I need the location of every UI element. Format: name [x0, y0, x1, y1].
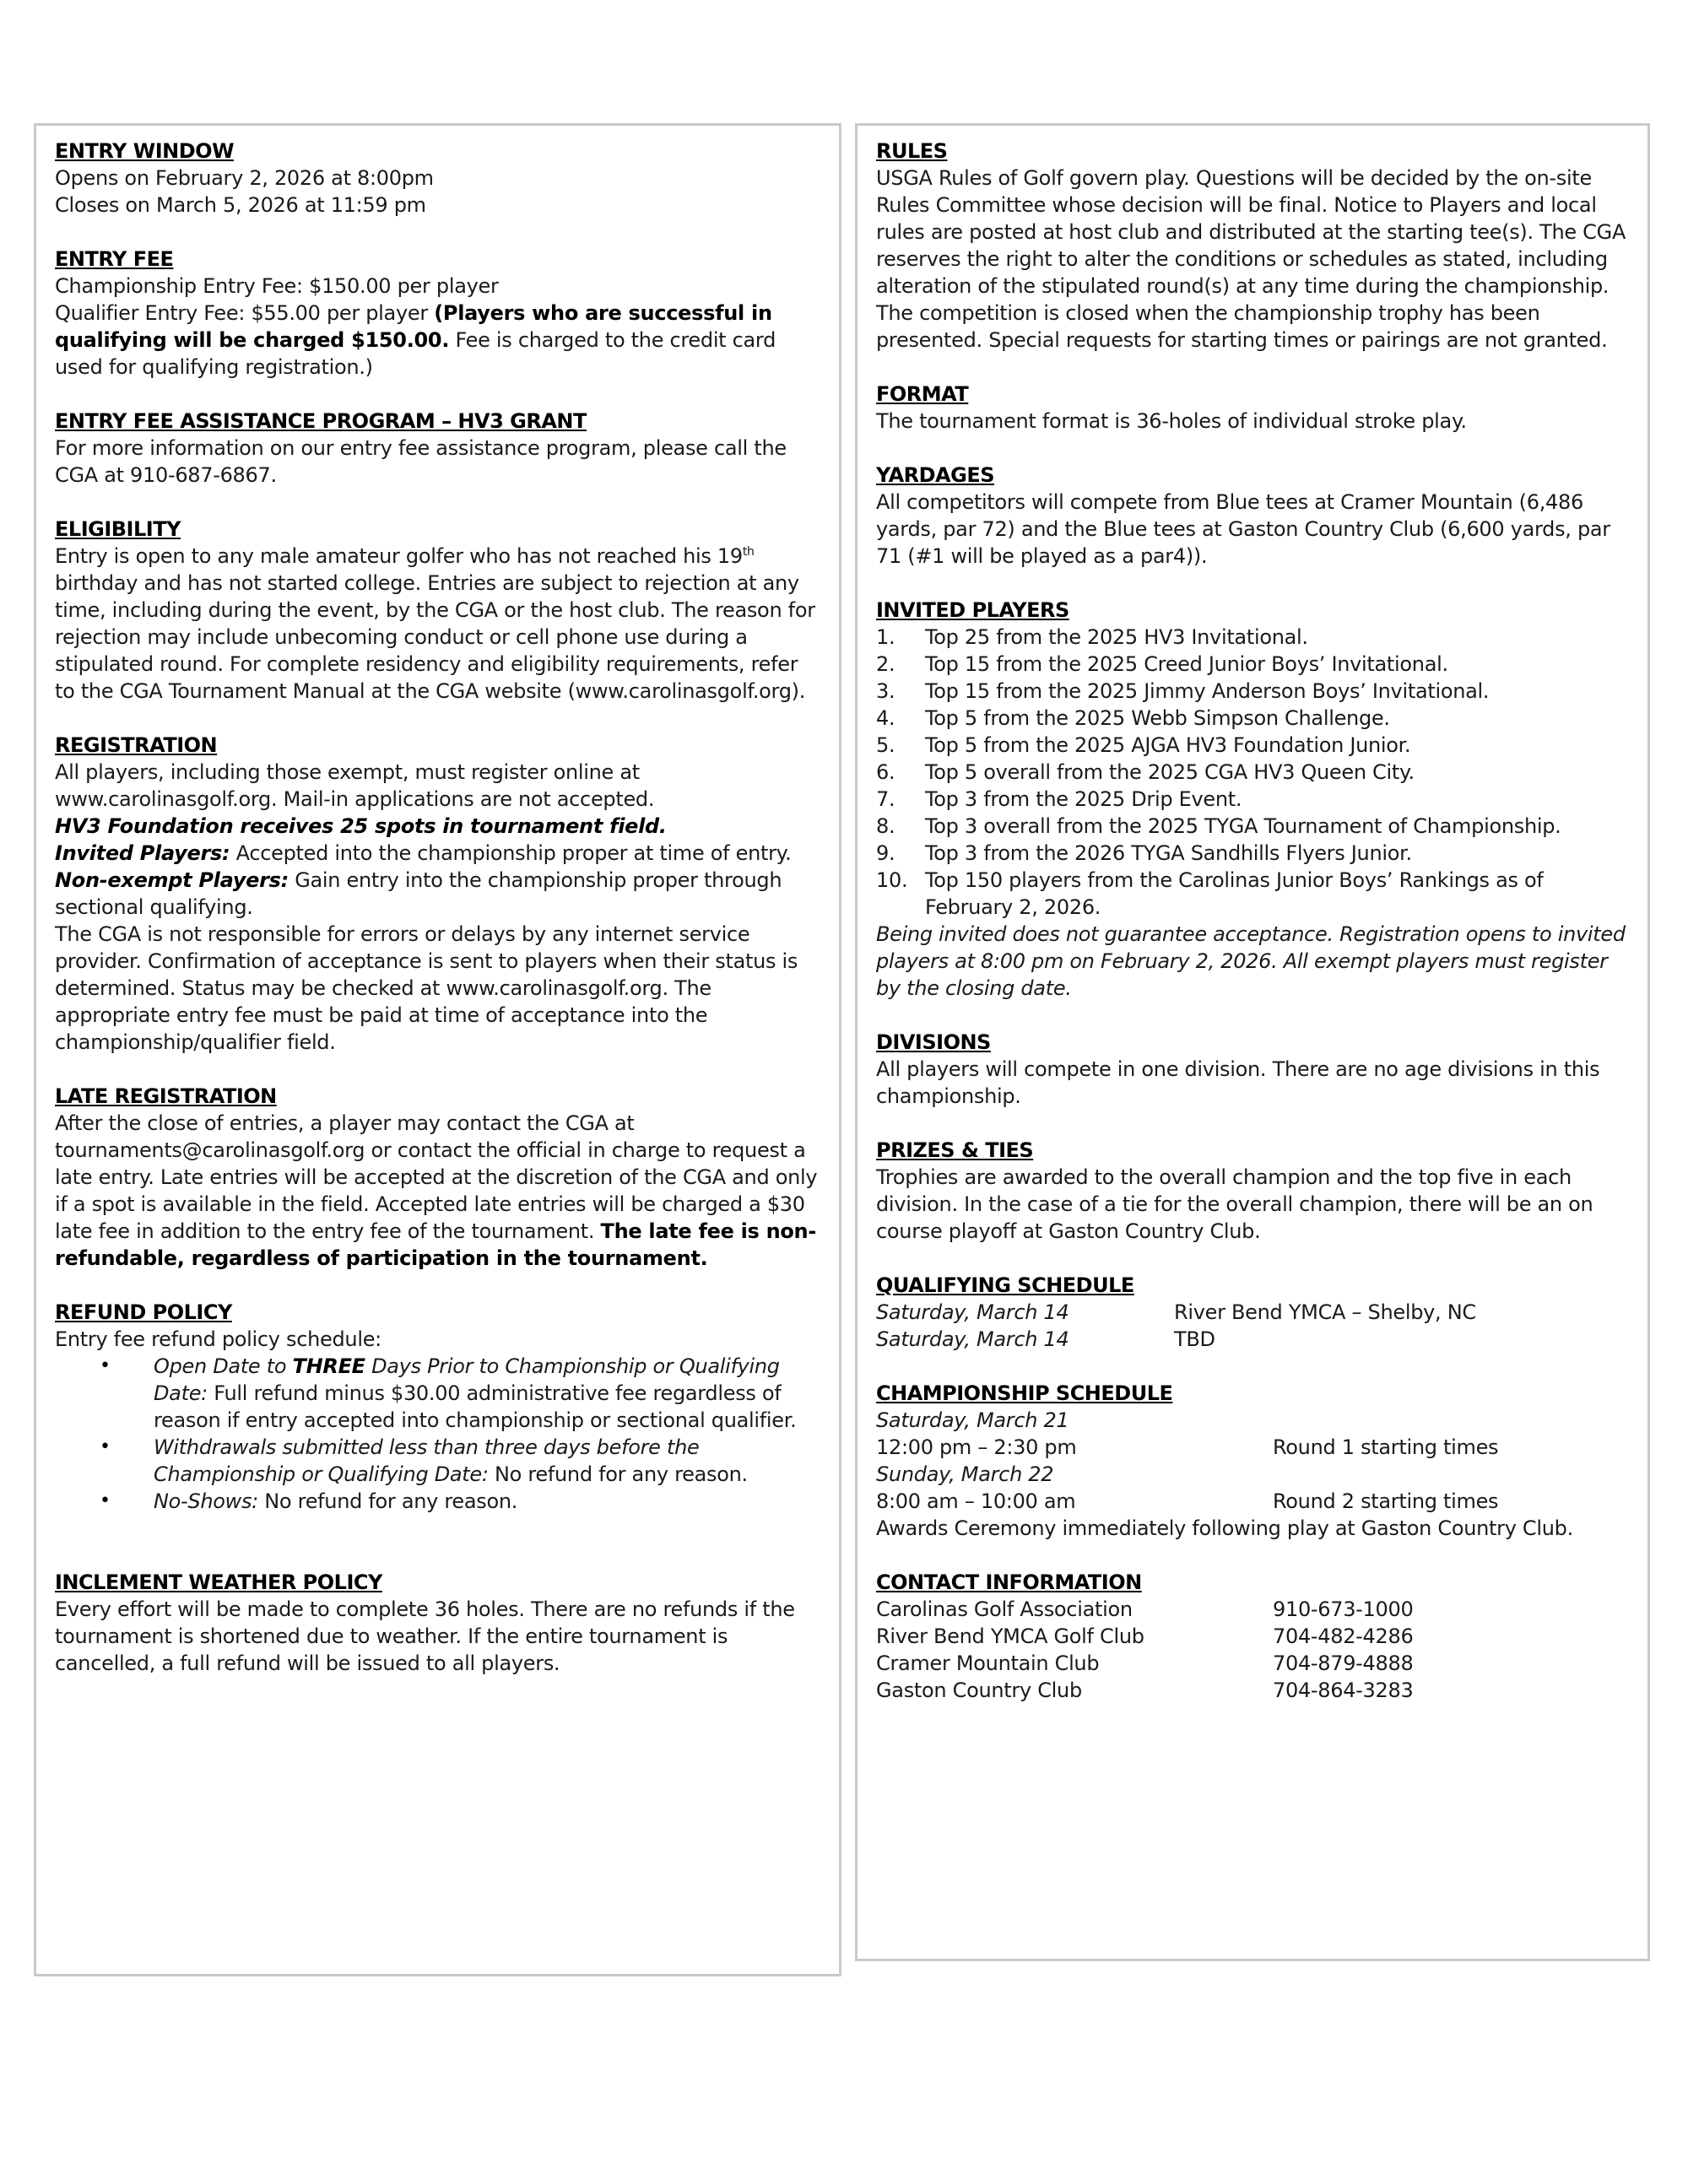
- item-text: Top 5 from the 2025 AJGA HV3 Foundation Junior.: [925, 733, 1411, 757]
- rules-text: USGA Rules of Golf govern play. Questions will be decided by the on-site Rules Committee whose decision will be final. Notice to Players and local rules are posted at host club and distributed at the starting tee(s). The CGA reserves the right to alter the conditions or schedules as stated, including alteration of the stipulated round(s) at any time during the championship. The competition is closed when the championship trophy has been presented. Special requests for starting times or pairings are not granted.: [876, 166, 1626, 352]
- item-number: 7.: [876, 787, 895, 811]
- registration-p1: All players, including those exempt, must register online at www.carolinasgolf.org. Mail-in applications are not accepted.: [55, 760, 655, 811]
- list-item: [876, 624, 1629, 651]
- item-text: Top 3 from the 2025 Drip Event.: [925, 787, 1242, 811]
- refund-b2-text: No refund for any reason.: [488, 1462, 748, 1486]
- weather-section: [55, 1569, 820, 1677]
- item-text: Top 25 from the 2025 HV3 Invitational.: [925, 625, 1308, 649]
- championship-fee: Championship Entry Fee: $150.00 per player: [55, 274, 499, 298]
- item-text: Top 5 from the 2025 Webb Simpson Challenge.: [925, 706, 1390, 730]
- contact-phone: 704-482-4286: [1273, 1624, 1414, 1648]
- rules-heading: RULES: [876, 139, 948, 163]
- refund-b1-three: THREE: [292, 1354, 365, 1378]
- invited-players-text: Accepted into the championship proper at time of entry.: [230, 841, 792, 865]
- item-number: 8.: [876, 814, 895, 838]
- contact-name: Carolinas Golf Association: [876, 1597, 1133, 1621]
- divisions-text: All players will compete in one division. There are no age divisions in this championship.: [876, 1057, 1600, 1108]
- registration-section: [55, 732, 820, 1056]
- table-row: [876, 1488, 1629, 1515]
- item-number: 2.: [876, 652, 895, 676]
- eligibility-section: [55, 516, 820, 705]
- championship-day1-time: 12:00 pm – 2:30 pm: [876, 1435, 1077, 1459]
- late-fee-bold: The late fee is non-refundable, regardless of participation in the tournament.: [55, 1219, 817, 1270]
- championship-heading: CHAMPIONSHIP SCHEDULE: [876, 1381, 1173, 1405]
- invited-list: [876, 624, 1629, 921]
- item-text: Top 15 from the 2025 Jimmy Anderson Boys’ Invitational.: [925, 679, 1490, 703]
- eligibility-text-a: Entry is open to any male amateur golfer who has not reached his 19: [55, 544, 743, 568]
- eligibility-heading: ELIGIBILITY: [55, 517, 181, 541]
- item-number: 6.: [876, 760, 895, 784]
- qualifier-fee-tail: Fee is charged to the credit card used for qualifying registration.): [55, 328, 776, 379]
- late-registration-body: After the close of entries, a player may contact the CGA at tournaments@carolinasgolf.org or contact the official in charge to request a late entry. Late entries will be accepted at the discretion of the CGA and only if a spot is available in the field. Accepted late entries will be charged a $30 late fee in addition to the entry fee of the tournament.: [55, 1111, 818, 1243]
- qualifier-fee-bold: (Players who are successful in qualifying will be charged $150.00.: [55, 301, 772, 352]
- yardages-section: [876, 462, 1629, 570]
- item-number: 5.: [876, 733, 895, 757]
- left-column: [34, 123, 841, 1976]
- table-row: [876, 1434, 1629, 1461]
- contact-phone: 910-673-1000: [1273, 1597, 1414, 1621]
- invited-section: [876, 597, 1629, 1002]
- invited-heading: INVITED PLAYERS: [876, 598, 1069, 622]
- championship-day1: Saturday, March 21: [876, 1408, 1069, 1432]
- qualifying-site: River Bend YMCA – Shelby, NC: [1174, 1300, 1476, 1324]
- item-number: 10.: [876, 868, 908, 892]
- championship-day2-time: 8:00 am – 10:00 am: [876, 1489, 1076, 1513]
- qualifier-fee-lead: Qualifier Entry Fee: $55.00 per player: [55, 301, 435, 325]
- item-text: Top 3 overall from the 2025 TYGA Tournament of Championship.: [925, 814, 1561, 838]
- assistance-text: For more information on our entry fee assistance program, please call the CGA at 910-687-6867.: [55, 436, 787, 487]
- entry-window-section: [55, 138, 820, 219]
- refund-section: [55, 1299, 820, 1515]
- nonexempt-players-text: Gain entry into the championship proper through sectional qualifying.: [55, 868, 782, 919]
- championship-day2-event: Round 2 starting times: [1273, 1489, 1499, 1513]
- list-item: [876, 732, 1629, 759]
- eligibility-text-b: birthday and has not started college. Entries are subject to rejection at any time, including during the event, by the CGA or the host club. The reason for rejection may include unbecoming conduct or cell phone use during a stipulated round. For complete residency and eligibility requirements, refer to the CGA Tournament Manual at the CGA website (www.carolinasgolf.org).: [55, 571, 815, 703]
- qualifying-site: TBD: [1174, 1327, 1215, 1351]
- registration-heading: REGISTRATION: [55, 733, 218, 757]
- refund-intro: Entry fee refund policy schedule:: [55, 1327, 381, 1351]
- divisions-section: [876, 1029, 1629, 1110]
- weather-heading: INCLEMENT WEATHER POLICY: [55, 1570, 382, 1594]
- refund-b3-text: No refund for any reason.: [257, 1489, 518, 1513]
- refund-b3-italic: No-Shows:: [154, 1489, 258, 1513]
- right-column: [855, 123, 1650, 1961]
- qualifying-heading: QUALIFYING SCHEDULE: [876, 1273, 1134, 1297]
- championship-section: [876, 1380, 1629, 1542]
- list-item: [876, 867, 1629, 921]
- championship-day2: Sunday, March 22: [876, 1462, 1054, 1486]
- table-row: [876, 1623, 1629, 1650]
- refund-heading: REFUND POLICY: [55, 1300, 232, 1324]
- contact-section: [876, 1569, 1629, 1704]
- qualifying-section: [876, 1272, 1629, 1353]
- table-row: [876, 1596, 1629, 1623]
- bullet-icon: •: [100, 1490, 111, 1511]
- item-text: Top 15 from the 2025 Creed Junior Boys’ Invitational.: [925, 652, 1448, 676]
- item-number: 3.: [876, 679, 895, 703]
- entry-fee-heading: ENTRY FEE: [55, 247, 174, 271]
- nonexempt-players-note: [55, 867, 820, 921]
- item-text: Top 5 overall from the 2025 CGA HV3 Queen City.: [925, 760, 1415, 784]
- qualifier-fee: [55, 300, 820, 381]
- registration-p2: The CGA is not responsible for errors or delays by any internet service provider. Confirmation of acceptance is sent to players when their status is determined. Status may be checked at www.carolinasgolf.org. The appropriate entry fee must be paid at time of acceptance into the championship/qualifier field.: [55, 922, 798, 1054]
- entry-window-close: Closes on March 5, 2026 at 11:59 pm: [55, 193, 426, 217]
- list-item: [100, 1434, 820, 1488]
- championship-day1-event: Round 1 starting times: [1273, 1435, 1499, 1459]
- qualifying-date: Saturday, March 14: [876, 1300, 1069, 1324]
- format-section: [876, 381, 1629, 435]
- list-item: [876, 786, 1629, 813]
- item-text: Top 3 from the 2026 TYGA Sandhills Flyers Junior.: [925, 841, 1412, 865]
- contact-heading: CONTACT INFORMATION: [876, 1570, 1142, 1594]
- nonexempt-players-label: Non-exempt Players:: [55, 868, 289, 892]
- invited-players-label: Invited Players:: [55, 841, 230, 865]
- item-number: 9.: [876, 841, 895, 865]
- awards-text: Awards Ceremony immediately following play at Gaston Country Club.: [876, 1516, 1573, 1540]
- contact-phone: 704-864-3283: [1273, 1679, 1414, 1702]
- list-item: [876, 678, 1629, 705]
- list-item: [100, 1488, 820, 1515]
- format-text: The tournament format is 36-holes of individual stroke play.: [876, 409, 1467, 433]
- table-row: [876, 1299, 1629, 1326]
- item-number: 1.: [876, 625, 895, 649]
- contact-name: Cramer Mountain Club: [876, 1652, 1100, 1675]
- yardages-heading: YARDAGES: [876, 463, 995, 487]
- rules-section: [876, 138, 1629, 354]
- item-text: Top 150 players from the Carolinas Junior Boys’ Rankings as of February 2, 2026.: [925, 868, 1544, 919]
- list-item: [876, 705, 1629, 732]
- weather-text: Every effort will be made to complete 36 holes. There are no refunds if the tournament is shortened due to weather. If the entire tournament is cancelled, a full refund will be issued to all players.: [55, 1597, 795, 1675]
- late-registration-section: [55, 1083, 820, 1272]
- table-row: [876, 1650, 1629, 1677]
- eligibility-sup: th: [742, 545, 755, 559]
- prizes-text: Trophies are awarded to the overall champion and the top five in each division. In the case of a tie for the overall champion, there will be an on course playoff at Gaston Country Club.: [876, 1165, 1593, 1243]
- list-item: [876, 840, 1629, 867]
- refund-b1-italic-b: Days Prior to Championship or Qualifying Date:: [154, 1354, 780, 1405]
- contact-phone: 704-879-4888: [1273, 1652, 1414, 1675]
- invited-note: Being invited does not guarantee acceptance. Registration opens to invited players at 8:00 pm on February 2, 2026. All exempt players must register by the closing date.: [876, 922, 1626, 1000]
- list-item: [100, 1353, 820, 1434]
- refund-b1-italic-a: Open Date to: [154, 1354, 293, 1378]
- bullet-icon: •: [100, 1436, 111, 1457]
- format-heading: FORMAT: [876, 382, 969, 406]
- assistance-heading: ENTRY FEE ASSISTANCE PROGRAM – HV3 GRANT: [55, 409, 587, 433]
- bullet-icon: •: [100, 1355, 111, 1376]
- contact-name: River Bend YMCA Golf Club: [876, 1624, 1144, 1648]
- list-item: [876, 813, 1629, 840]
- yardages-text: All competitors will compete from Blue tees at Cramer Mountain (6,486 yards, par 72) and the Blue tees at Gaston Country Club (6,600 yards, par 71 (#1 will be played as a par4)).: [876, 490, 1610, 568]
- prizes-heading: PRIZES & TIES: [876, 1138, 1034, 1162]
- refund-list: [55, 1353, 820, 1515]
- list-item: [876, 759, 1629, 786]
- late-registration-text: [55, 1110, 820, 1272]
- hv3-spots: HV3 Foundation receives 25 spots in tournament field.: [55, 814, 667, 838]
- entry-window-heading: ENTRY WINDOW: [55, 139, 235, 163]
- divisions-heading: DIVISIONS: [876, 1030, 991, 1054]
- item-number: 4.: [876, 706, 895, 730]
- eligibility-text: [55, 543, 820, 705]
- entry-window-open: Opens on February 2, 2026 at 8:00pm: [55, 166, 434, 190]
- late-registration-heading: LATE REGISTRATION: [55, 1084, 277, 1108]
- refund-b1-text: Full refund minus $30.00 administrative fee regardless of reason if entry accepted into championship or sectional qualifier.: [154, 1381, 797, 1432]
- assistance-section: [55, 408, 820, 489]
- refund-b2-italic: Withdrawals submitted less than three days before the Championship or Qualifying Date:: [154, 1435, 700, 1486]
- qualifying-date: Saturday, March 14: [876, 1327, 1069, 1351]
- table-row: [876, 1677, 1629, 1704]
- invited-players-note: [55, 840, 820, 867]
- list-item: [876, 651, 1629, 678]
- entry-fee-section: [55, 246, 820, 381]
- table-row: [876, 1326, 1629, 1353]
- contact-name: Gaston Country Club: [876, 1679, 1082, 1702]
- spacer: [55, 1542, 820, 1569]
- prizes-section: [876, 1137, 1629, 1245]
